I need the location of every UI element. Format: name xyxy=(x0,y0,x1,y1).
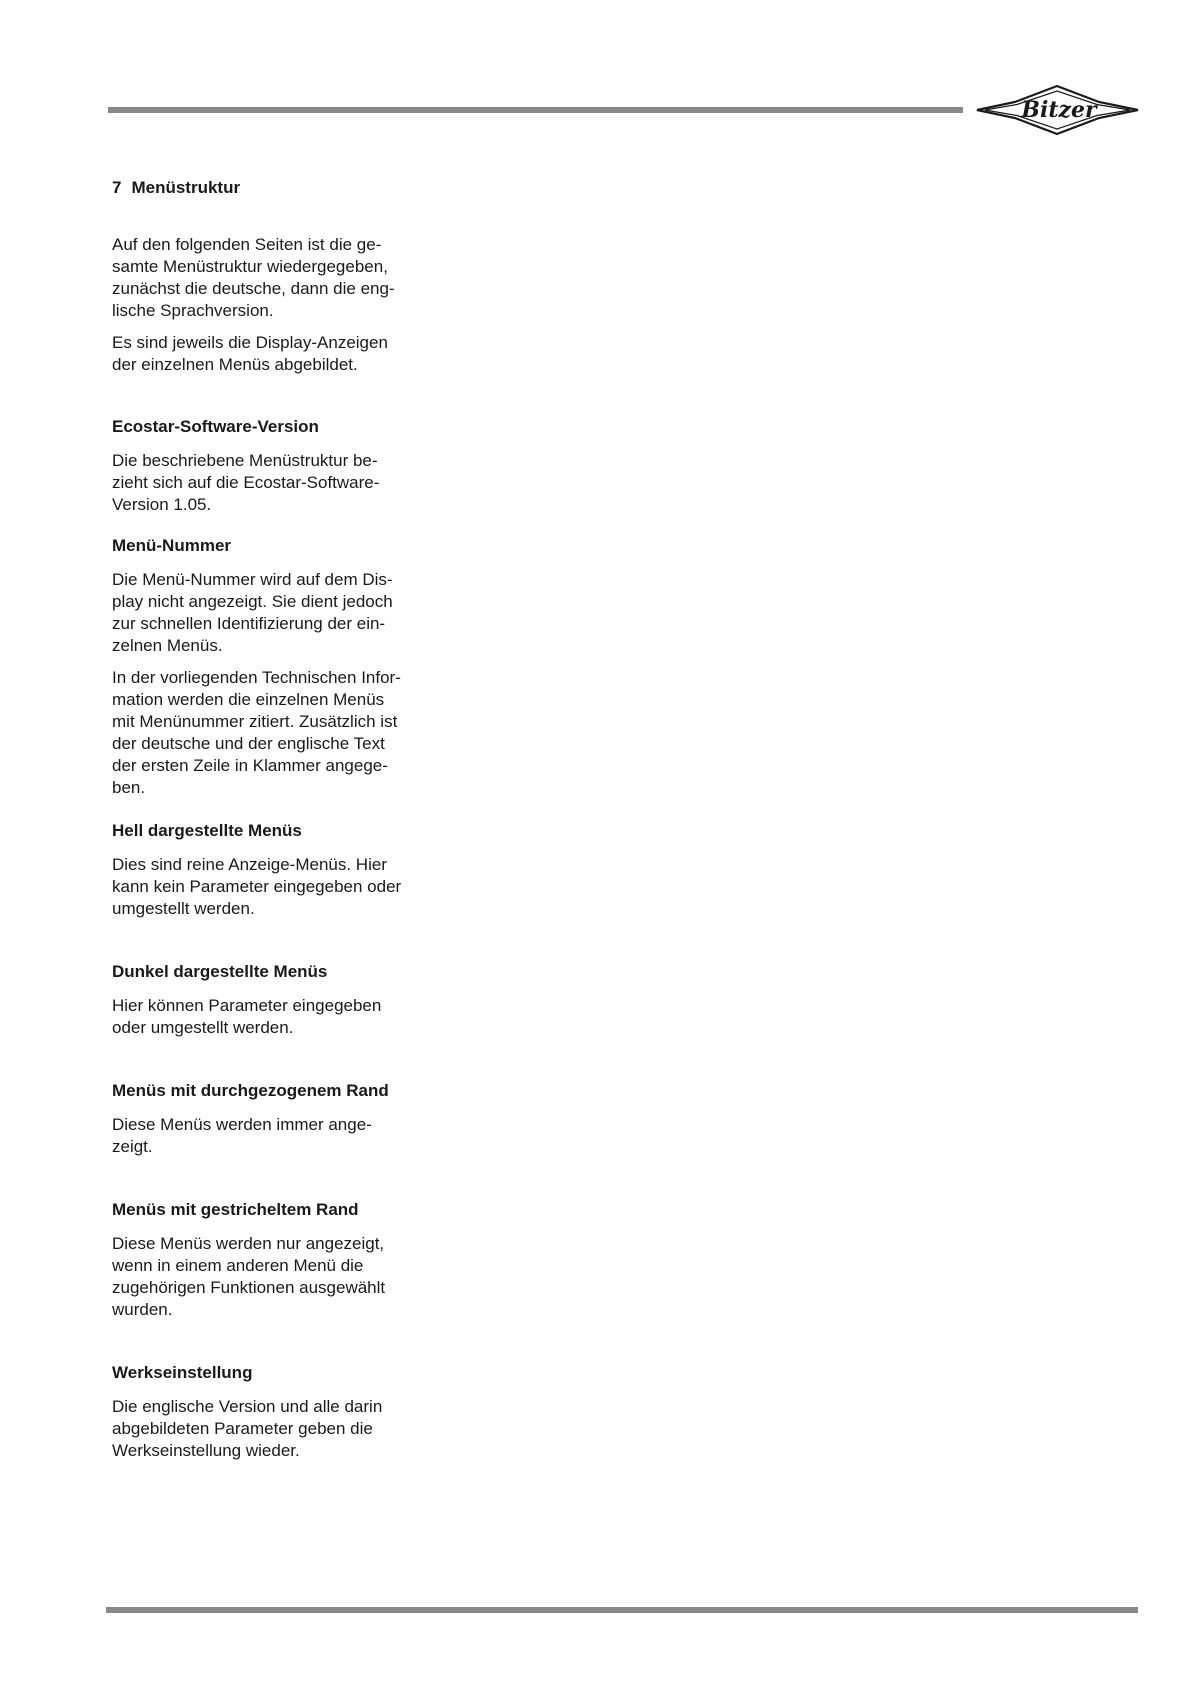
chapter-number: 7 xyxy=(112,178,122,197)
section-heading: Menü-Nummer xyxy=(112,536,232,555)
section-heading: Werkseinstellung xyxy=(112,1363,253,1382)
section-paragraph: Die beschriebene Menüstruktur be- zieht sich auf die Ecostar-Software- Version 1.05. xyxy=(112,451,380,514)
section-heading: Menüs mit durchgezogenem Rand xyxy=(112,1081,389,1100)
header-rule xyxy=(108,107,963,113)
section-dashed-border-menus xyxy=(112,1199,432,1331)
section-paragraph: Die englische Version und alle darin abgebildeten Parameter geben die Werkseinstellung wieder. xyxy=(112,1397,383,1460)
section-paragraph: Die Menü-Nummer wird auf dem Dis- play nicht angezeigt. Sie dient jedoch zur schnellen Identifizierung der ein- zelnen Menüs. xyxy=(112,570,393,655)
section-light-menus xyxy=(112,820,432,930)
bitzer-logo-icon xyxy=(975,84,1140,136)
logo-text: Bitzer xyxy=(1021,97,1097,123)
section-menu-number xyxy=(112,535,432,809)
section-solid-border-menus xyxy=(112,1080,432,1168)
section-heading: Hell dargestellte Menüs xyxy=(112,821,302,840)
section-heading: Ecostar-Software-Version xyxy=(112,417,319,436)
section-dark-menus xyxy=(112,961,432,1049)
chapter-title-text: Menüstruktur xyxy=(131,178,241,197)
section-software-version xyxy=(112,416,432,526)
intro-paragraph: Es sind jeweils die Display-Anzeigen der einzelnen Menüs abgebildet. xyxy=(112,333,388,374)
intro-paragraph: Auf den folgenden Seiten ist die ge- samte Menüstruktur wiedergegeben, zunächst die deutsche, dann die eng- lische Sprachversion. xyxy=(112,235,395,320)
section-paragraph: Diese Menüs werden nur angezeigt, wenn in einem anderen Menü die zugehörigen Funktionen ausgewählt wurden. xyxy=(112,1234,386,1319)
footer-rule xyxy=(106,1607,1138,1613)
chapter-title xyxy=(112,178,240,198)
section-paragraph: Diese Menüs werden immer ange- zeigt. xyxy=(112,1115,372,1156)
intro-block xyxy=(112,234,432,386)
section-heading: Menüs mit gestricheltem Rand xyxy=(112,1200,359,1219)
section-paragraph: Dies sind reine Anzeige-Menüs. Hier kann kein Parameter eingegeben oder umgestellt werden. xyxy=(112,855,402,918)
section-heading: Dunkel dargestellte Menüs xyxy=(112,962,328,981)
section-paragraph: Hier können Parameter eingegeben oder umgestellt werden. xyxy=(112,996,382,1037)
section-factory-settings xyxy=(112,1362,432,1472)
section-paragraph: In der vorliegenden Technischen Infor- mation werden die einzelnen Menüs mit Menünummer zitiert. Zusätzlich ist der deutsche und der englische Text der ersten Zeile in Klammer angege- ben. xyxy=(112,668,401,797)
